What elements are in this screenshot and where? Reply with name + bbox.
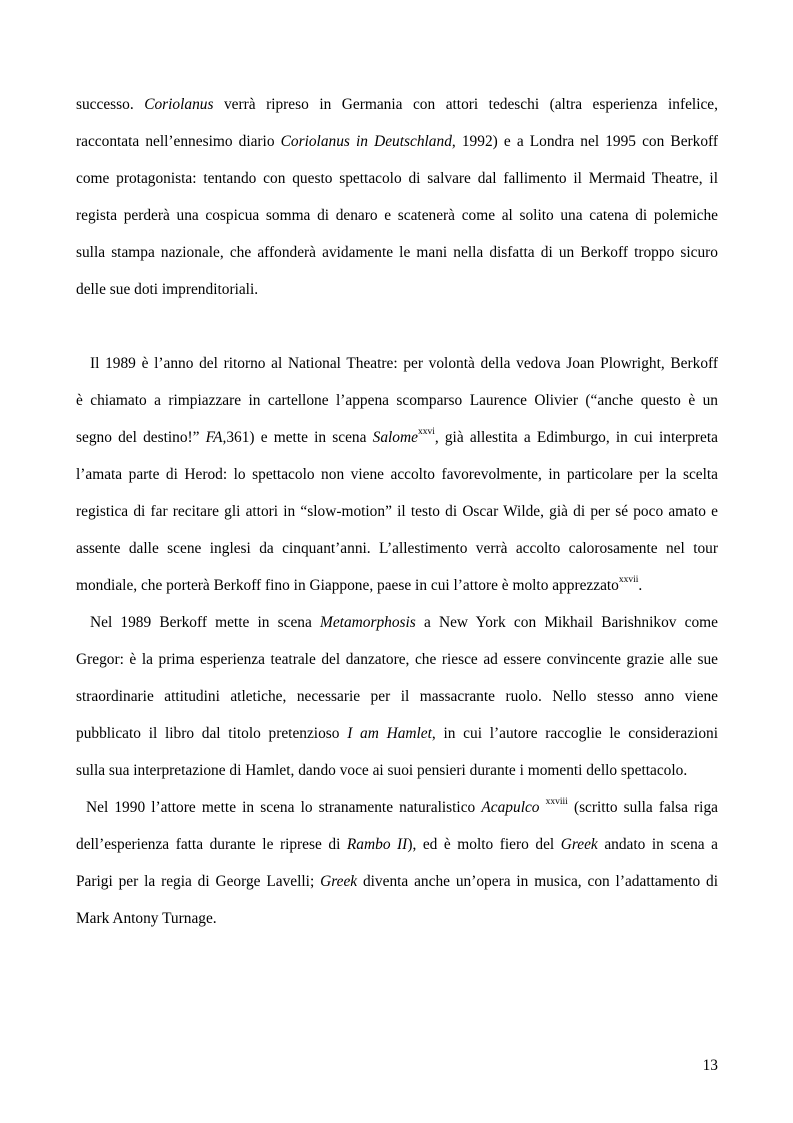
italic-title: Greek bbox=[560, 836, 598, 853]
text-run: (scritto sulla falsa riga bbox=[567, 799, 718, 816]
text-line bbox=[76, 715, 718, 752]
text-run: raccontata nell’ennesimo diario bbox=[76, 133, 281, 150]
text-line bbox=[76, 160, 718, 197]
text-line bbox=[76, 789, 718, 826]
text-line bbox=[76, 863, 718, 900]
text-line bbox=[76, 752, 718, 789]
text-run: delle sue doti imprenditoriali. bbox=[76, 281, 259, 298]
italic-title: Coriolanus in Deutschland bbox=[280, 133, 452, 150]
text-run: registica di far recitare gli attori in “slow-motion” il testo di Oscar Wilde, già di per sé poco amato e bbox=[76, 503, 718, 520]
text-line bbox=[76, 123, 718, 160]
text-run: dell’esperienza fatta durante le riprese di bbox=[76, 836, 347, 853]
text-run: sulla stampa nazionale, che affonderà avidamente le mani nella disfatta di un Berkoff troppo sicuro bbox=[76, 244, 718, 261]
text-run: come protagonista: tentando con questo spettacolo di salvare dal fallimento il Mermaid Theatre, il bbox=[76, 170, 718, 187]
italic-title: Greek bbox=[320, 873, 358, 890]
text-line bbox=[76, 567, 718, 604]
text-run: segno del destino!” bbox=[76, 429, 206, 446]
text-run: Parigi per la regia di George Lavelli; bbox=[76, 873, 321, 890]
italic-title: I am Hamlet bbox=[347, 725, 432, 742]
text-run: è chiamato a rimpiazzare in cartellone l’appena scomparso Laurence Olivier (“anche questo è un bbox=[76, 392, 718, 409]
text-run: , già allestita a Edimburgo, in cui interpreta bbox=[434, 429, 718, 446]
footnote-ref: xxvi bbox=[417, 426, 435, 437]
text-run: , in cui l’autore raccoglie le considerazioni bbox=[431, 725, 718, 742]
text-run: ), ed è molto fiero del bbox=[407, 836, 561, 853]
text-run: , 1992) e a Londra nel 1995 con Berkoff bbox=[451, 133, 719, 150]
text-run: regista perderà una cospicua somma di denaro e scatenerà come al solito una catena di polemiche bbox=[76, 207, 718, 224]
text-run: sulla sua interpretazione di Hamlet, dando voce ai suoi pensieri durante i momenti dello spettacolo. bbox=[76, 762, 688, 779]
text-run: Nel 1990 l’attore mette in scena lo stranamente naturalistico bbox=[86, 799, 482, 816]
text-line bbox=[76, 530, 718, 567]
text-run: mondiale, che porterà Berkoff fino in Giappone, paese in cui l’attore è molto apprezzato bbox=[76, 577, 619, 594]
text-run: Gregor: è la prima esperienza teatrale del danzatore, che riesce ad essere convincente grazie alle sue bbox=[76, 651, 718, 668]
footnote-ref: xxviii bbox=[545, 796, 568, 807]
text-run: l’amata parte di Herod: lo spettacolo non viene accolto favorevolmente, in particolare per la scelta bbox=[76, 466, 718, 483]
text-line bbox=[76, 86, 718, 123]
text-line bbox=[76, 419, 718, 456]
text-line bbox=[76, 382, 718, 419]
text-line bbox=[76, 197, 718, 234]
page-number: 13 bbox=[702, 1057, 718, 1074]
text-line bbox=[76, 493, 718, 530]
text-run: a New York con Mikhail Barishnikov come bbox=[415, 614, 718, 631]
italic-title: Rambo II bbox=[346, 836, 408, 853]
text-run: . bbox=[638, 577, 643, 594]
text-run: Mark Antony Turnage. bbox=[76, 910, 217, 927]
text-run: pubblicato il libro dal titolo pretenzioso bbox=[76, 725, 348, 742]
text-line bbox=[76, 604, 718, 641]
italic-title: FA, bbox=[205, 429, 227, 446]
text-line bbox=[76, 900, 718, 937]
text-line bbox=[76, 234, 718, 271]
text-run: straordinarie attitudini atletiche, necessarie per il massacrante ruolo. Nello stesso anno viene bbox=[76, 688, 718, 705]
italic-title: Salome bbox=[372, 429, 418, 446]
text-run: Il 1989 è l’anno del ritorno al National Theatre: per volontà della vedova Joan Plowright, Berkoff bbox=[90, 355, 718, 372]
footnote-ref: xxvii bbox=[618, 574, 639, 585]
italic-title: Acapulco bbox=[481, 799, 540, 816]
text-run bbox=[540, 799, 546, 816]
text-line bbox=[76, 456, 718, 493]
text-run: 361) e mette in scena bbox=[226, 429, 373, 446]
text-line bbox=[76, 678, 718, 715]
text-run: successo. bbox=[76, 96, 145, 113]
text-run: andato in scena a bbox=[597, 836, 718, 853]
italic-title: Coriolanus bbox=[144, 96, 214, 113]
text-run: verrà ripreso in Germania con attori tedeschi (altra esperienza infelice, bbox=[213, 96, 718, 113]
text-line bbox=[76, 641, 718, 678]
text-line bbox=[76, 345, 718, 382]
text-line bbox=[76, 271, 718, 308]
text-run: Nel 1989 Berkoff mette in scena bbox=[90, 614, 321, 631]
text-line bbox=[76, 826, 718, 863]
italic-title: Metamorphosis bbox=[320, 614, 416, 631]
text-run: diventa anche un’opera in musica, con l’adattamento di bbox=[357, 873, 718, 890]
text-run: assente dalle scene inglesi da cinquant’anni. L’allestimento verrà accolto calorosamente nel tour bbox=[76, 540, 718, 557]
